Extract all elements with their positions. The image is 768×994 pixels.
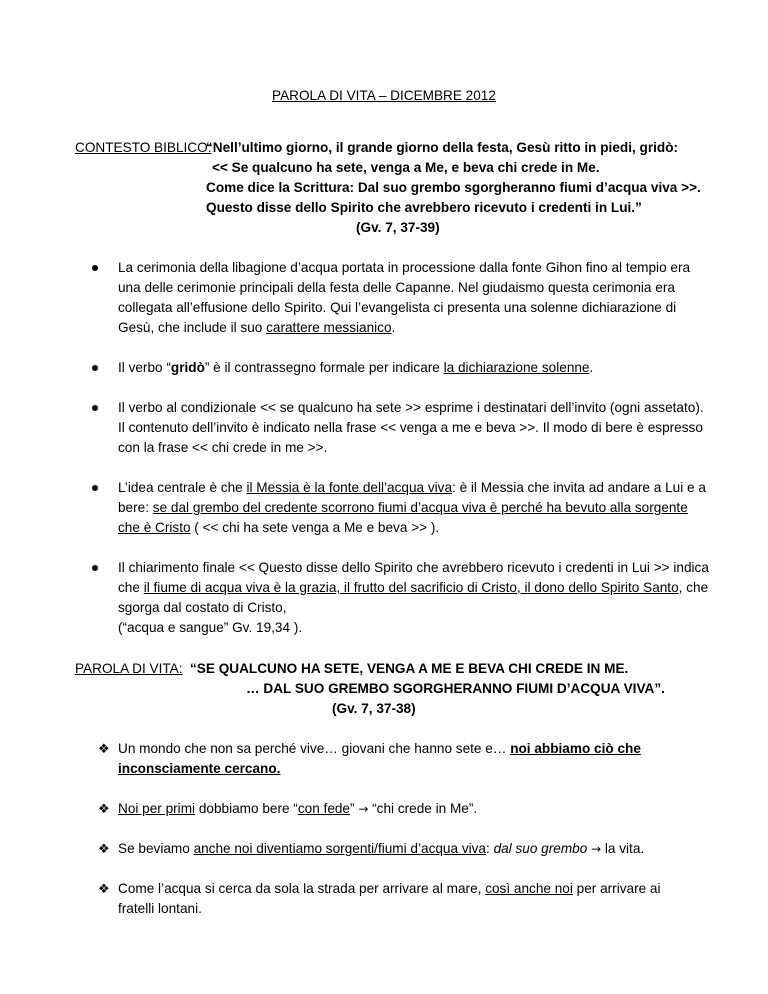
bullet-list bbox=[90, 398, 710, 458]
list-item bbox=[90, 558, 710, 638]
arrow-icon: → bbox=[591, 842, 602, 856]
bullet-text: La cerimonia della libagione d’acqua portata in processione dalla fonte Gihon fino al tempio era una delle cerimonie principali della festa delle Capanne. Nel giudaismo questa cerimonia era collegata all’effusione dello Spirito. Qui l’evangelista ci presenta una solenne dichiarazione di Gesù, che include il suo bbox=[118, 260, 691, 335]
parola-line-2: … DAL SUO GREMBO SGORGHERANNO FIUMI D’ACQUA VIVA”. bbox=[246, 681, 665, 696]
point-text: per arrivare ai fratelli lontani. bbox=[118, 881, 661, 916]
point-text: Se beviamo bbox=[118, 841, 194, 856]
point-underline: anche noi diventiamo sorgenti/fiumi d’acqua viva bbox=[193, 841, 486, 856]
point-italic: dal suo grembo bbox=[493, 841, 588, 856]
diamond-icon: ❖ bbox=[98, 741, 110, 756]
bullet-list bbox=[90, 478, 710, 538]
arrow-icon: → bbox=[358, 802, 369, 816]
bullet-text: Il verbo “ bbox=[118, 360, 171, 375]
page-title: PAROLA DI VITA – DICEMBRE 2012 bbox=[272, 88, 496, 103]
point-underline: con fede bbox=[297, 801, 350, 816]
point-text: Come l’acqua si cerca da sola la strada per arrivare al mare, bbox=[118, 881, 486, 896]
bullet-icon bbox=[92, 365, 98, 371]
bullet-text: , che sgorga dal costato di Cristo, bbox=[118, 580, 709, 615]
bullet-underline: il Messia è la fonte dell’acqua viva bbox=[246, 480, 453, 495]
list-item bbox=[90, 478, 710, 538]
bullet-end: . bbox=[391, 320, 396, 335]
bullet-icon bbox=[92, 265, 98, 271]
point-list bbox=[98, 839, 698, 859]
point-list bbox=[98, 799, 698, 819]
list-item bbox=[98, 879, 698, 919]
list-item bbox=[98, 799, 698, 819]
quote-line-1: “Nell’ultimo giorno, il grande giorno della festa, Gesù ritto in piedi, gridò: bbox=[206, 140, 679, 155]
bullet-underline: la dichiarazione solenne bbox=[443, 360, 590, 375]
contesto-label: CONTESTO BIBLICO: bbox=[75, 140, 212, 155]
parola-reference: (Gv. 7, 37-38) bbox=[332, 701, 416, 716]
list-item bbox=[90, 358, 710, 378]
point-text: “chi crede in Me”. bbox=[368, 801, 478, 816]
bullet-list bbox=[90, 358, 710, 378]
list-item bbox=[98, 839, 698, 859]
point-underline-bold: noi abbiamo ciò che inconsciamente cercano. bbox=[118, 741, 641, 776]
diamond-icon: ❖ bbox=[98, 841, 110, 856]
bullet-end: . bbox=[589, 360, 594, 375]
point-text: Un mondo che non sa perché vive… giovani che hanno sete e… bbox=[118, 741, 511, 756]
parola-label: PAROLA DI VITA: bbox=[75, 661, 183, 676]
point-text: dobbiamo bere “ bbox=[195, 801, 298, 816]
bullet-icon bbox=[92, 485, 98, 491]
bullet-underline: se dal grembo del credente scorrono fiumi d’acqua viva è perché ha bevuto alla sorgente che è Cristo bbox=[118, 500, 688, 535]
bullet-text: L’idea centrale è che bbox=[118, 480, 247, 495]
quote-reference: (Gv. 7, 37-39) bbox=[356, 220, 440, 235]
quote-line-3: Come dice la Scrittura: Dal suo grembo sgorgheranno fiumi d’acqua viva >>. bbox=[206, 180, 701, 195]
quote-line-2: << Se qualcuno ha sete, venga a Me, e beva chi crede in Me. bbox=[212, 160, 600, 175]
diamond-icon: ❖ bbox=[98, 801, 110, 816]
point-underline: Noi per primi bbox=[118, 801, 196, 816]
point-list bbox=[98, 879, 698, 919]
diamond-icon: ❖ bbox=[98, 881, 110, 896]
point-text: ” bbox=[350, 801, 359, 816]
bullet-bold: gridò bbox=[170, 360, 205, 375]
list-item bbox=[90, 258, 710, 338]
list-item bbox=[90, 398, 710, 458]
bullet-text: : è il Messia che invita ad andare a Lui e a bere: bbox=[118, 480, 706, 515]
bullet-icon bbox=[92, 405, 98, 411]
parola-line-1: “SE QUALCUNO HA SETE, VENGA A ME E BEVA CHI CREDE IN ME. bbox=[190, 661, 629, 676]
bullet-icon bbox=[92, 565, 98, 571]
bullet-list bbox=[90, 558, 710, 638]
bullet-text: ” è il contrassegno formale per indicare bbox=[204, 360, 444, 375]
point-list bbox=[98, 739, 698, 779]
list-item bbox=[98, 739, 698, 779]
bullet-list bbox=[90, 258, 710, 338]
bullet-underline: il fiume di acqua viva è la grazia, il frutto del sacrificio di Cristo, il dono dello Spirito Santo bbox=[143, 580, 679, 595]
bullet-underline: carattere messianico bbox=[266, 320, 392, 335]
bullet-text: Il verbo al condizionale << se qualcuno ha sete >> esprime i destinatari dell’invito (ogni assetato). Il contenuto dell’invito è indicato nella frase << venga a me e beva >>. Il modo di bere è espresso con la frase << chi crede in me >>. bbox=[118, 400, 704, 455]
point-text: : bbox=[486, 841, 494, 856]
point-text: la vita. bbox=[601, 841, 645, 856]
bullet-end: ( << chi ha sete venga a Me e beva >> ). bbox=[190, 520, 440, 535]
bullet-end: (“acqua e sangue” Gv. 19,34 ). bbox=[118, 620, 303, 635]
quote-line-4: Questo disse dello Spirito che avrebbero ricevuto i credenti in Lui.” bbox=[206, 200, 642, 215]
point-underline: così anche noi bbox=[485, 881, 573, 896]
bullet-text: Il chiarimento finale << Questo disse dello Spirito che avrebbero ricevuto i credenti in Lui >> indica che bbox=[118, 560, 709, 595]
